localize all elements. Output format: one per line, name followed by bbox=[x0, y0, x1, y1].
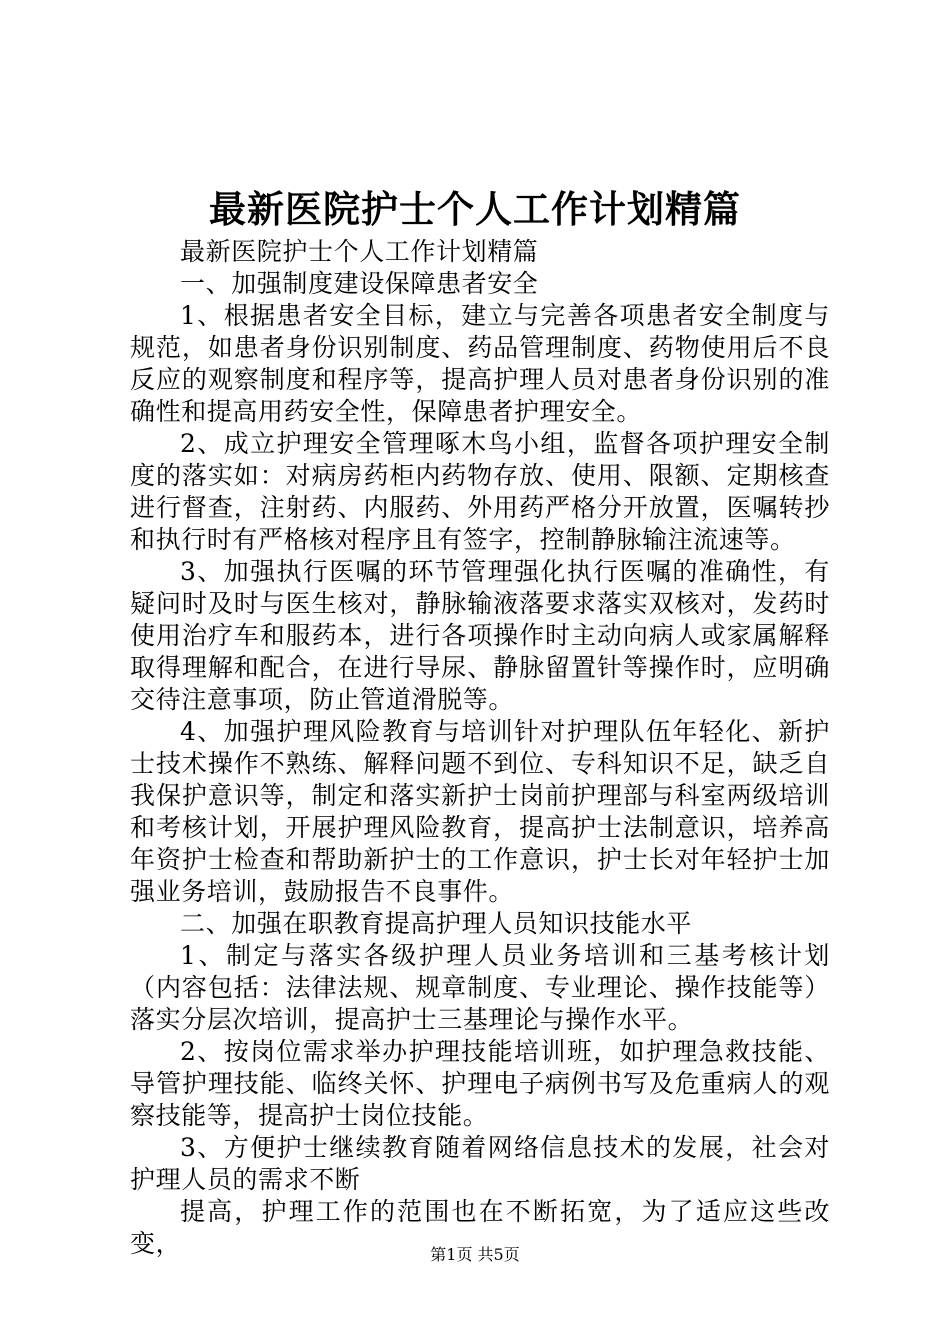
document-body bbox=[130, 236, 830, 1260]
page-footer: 第1页 共5页 bbox=[430, 1245, 520, 1264]
paragraph-1-4: 4、加强护理风险教育与培训针对护理队伍年轻化、新护士技术操作不熟练、解释问题不到位、专科知识不足，缺乏自我保护意识等，制定和落实新护士岗前护理部与科室两级培训和考核计划，开展护理风险教育，提高护士法制意识，培养高年资护士检查和帮助新护士的工作意识，护士长对年轻护士加强业务培训，鼓励报告不良事件。 bbox=[130, 717, 830, 906]
document-title: 最新医院护士个人工作计划精篇 bbox=[209, 187, 741, 231]
paragraph-2-1: 1、制定与落实各级护理人员业务培训和三基考核计划（内容包括：法律法规、规章制度、专业理论、操作技能等）落实分层次培训，提高护士三基理论与操作水平。 bbox=[130, 941, 830, 1034]
paragraph-1-1: 1、根据患者安全目标，建立与完善各项患者安全制度与规范，如患者身份识别制度、药品管理制度、药物使用后不良反应的观察制度和程序等，提高护理人员对患者身份识别的准确性和提高用药安全性，保障患者护理安全。 bbox=[130, 301, 830, 426]
paragraph-2-2: 2、按岗位需求举办护理技能培训班，如护理急救技能、导管护理技能、临终关怀、护理电子病例书写及危重病人的观察技能等，提高护士岗位技能。 bbox=[130, 1037, 830, 1130]
paragraph-1-2: 2、成立护理安全管理啄木鸟小组，监督各项护理安全制度的落实如：对病房药柜内药物存放、使用、限额、定期核查进行督查，注射药、内服药、外用药严格分开放置，医嘱转抄和执行时有严格核对程序且有签字，控制静脉输注流速等。 bbox=[130, 429, 830, 554]
paragraph-2-3: 3、方便护士继续教育随着网络信息技术的发展，社会对护理人员的需求不断 bbox=[130, 1133, 830, 1194]
section-heading-1: 一、加强制度建设保障患者安全 bbox=[180, 269, 539, 298]
paragraph-1-3: 3、加强执行医嘱的环节管理强化执行医嘱的准确性，有疑问时及时与医生核对，静脉输液落要求落实双核对，发药时使用治疗车和服药本，进行各项操作时主动向病人或家属解释取得理解和配合，在进行导尿、静脉留置针等操作时，应明确交待注意事项，防止管道滑脱等。 bbox=[130, 557, 830, 714]
paragraph-subtitle: 最新医院护士个人工作计划精篇 bbox=[180, 237, 539, 266]
section-heading-2: 二、加强在职教育提高护理人员知识技能水平 bbox=[180, 909, 693, 938]
paragraph-continuation: 提高，护理工作的范围也在不断拓宽，为了适应这些改变， bbox=[130, 1197, 830, 1258]
